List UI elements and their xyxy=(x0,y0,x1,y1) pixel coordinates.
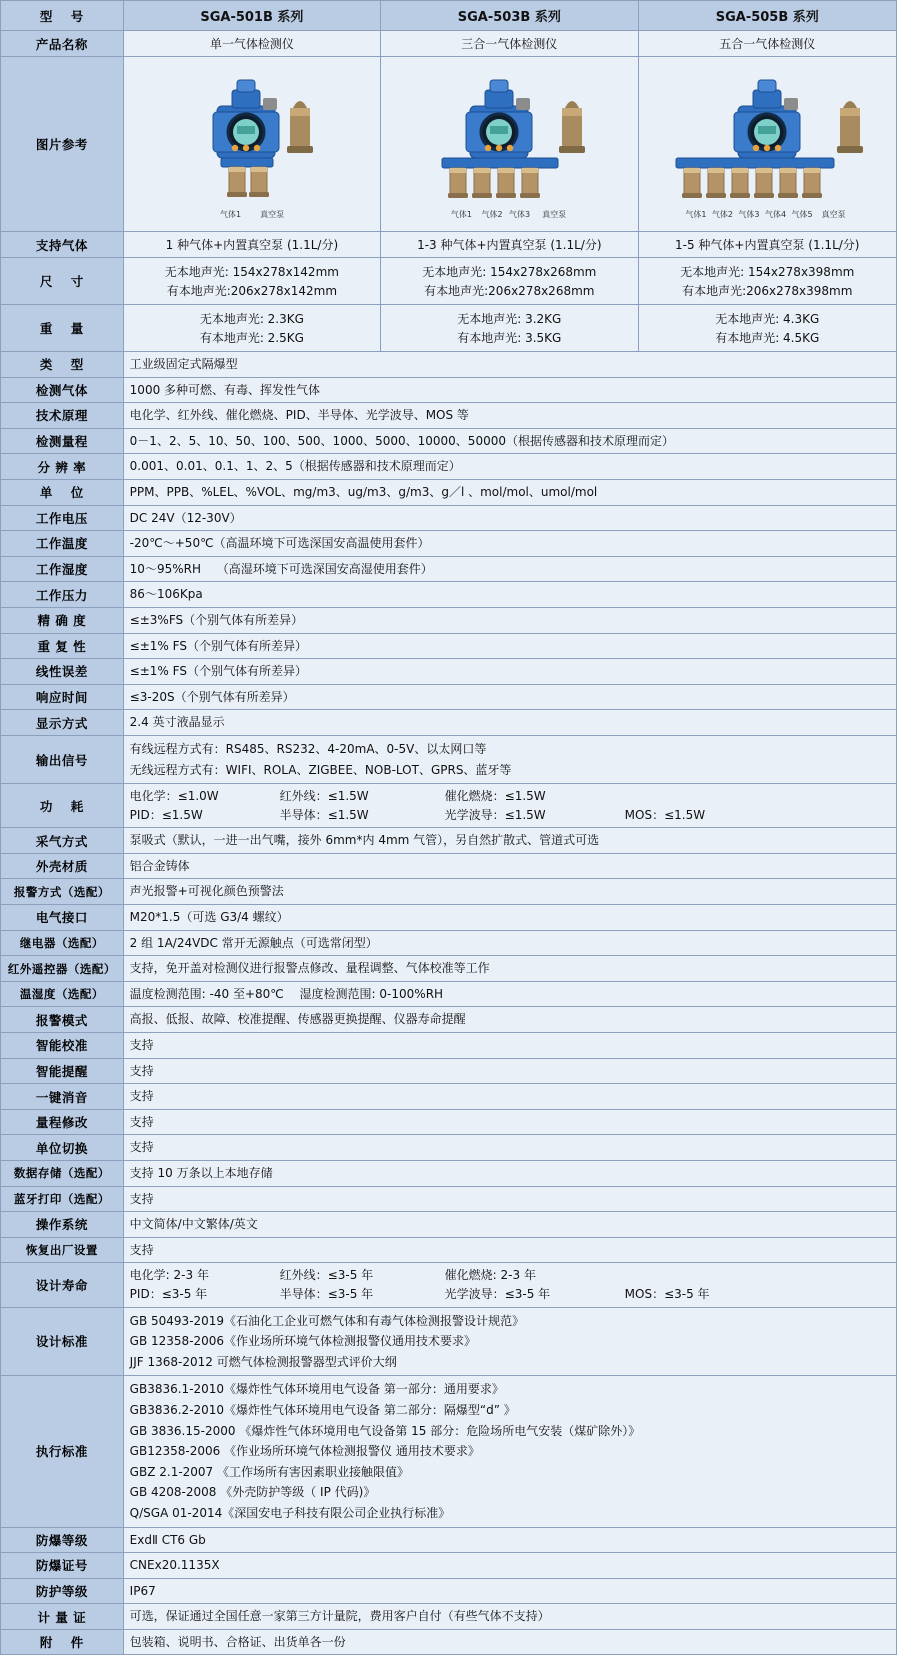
device-image-505b xyxy=(638,57,896,232)
power-electrochemical: 电化学：≤1.0W xyxy=(129,789,219,804)
gas-labels-5 xyxy=(650,209,885,220)
row-value-type: 工业级固定式隔爆型 xyxy=(123,352,896,378)
life-electrochemical: 电化学: 2-3 年 xyxy=(129,1268,209,1283)
row-label-repeatability: 重 复 性 xyxy=(1,633,124,659)
row-value-os: 中文简体/中文繁体/英文 xyxy=(123,1212,896,1238)
table-row-alarm-mode xyxy=(1,1007,897,1033)
row-label-alarm-mode: 报警模式 xyxy=(1,1007,124,1033)
table-row-sampling xyxy=(1,828,897,854)
row-value-power xyxy=(123,784,896,828)
table-row-temp-humidity xyxy=(1,981,897,1007)
table-row-ex-cert xyxy=(1,1553,897,1579)
gas-label: 气体1 xyxy=(685,210,707,219)
row-value-design-life xyxy=(123,1263,896,1307)
row-label-detect-gas: 检测气体 xyxy=(1,377,124,403)
row-value-work-humidity: 10～95%RH （高湿环境下可选深国安高湿使用套件） xyxy=(123,556,896,582)
power-optical: 光学波导：≤1.5W xyxy=(444,807,546,822)
table-row-one-key-mute xyxy=(1,1084,897,1110)
table-row-support-gas xyxy=(1,232,897,258)
row-value-accuracy: ≤±3%FS（个别气体有所差异） xyxy=(123,607,896,633)
table-row-type xyxy=(1,352,897,378)
life-semiconductor: 半导体：≤3-5 年 xyxy=(279,1286,374,1301)
product-name-503b: 三合一气体检测仪 xyxy=(381,31,638,57)
row-value-factory-reset: 支持 xyxy=(123,1237,896,1263)
gas-label: 气体3 xyxy=(738,210,760,219)
design-standard-item: GB 50493-2019《石油化工企业可燃气体和有毒气体检测报警设计规范》 xyxy=(129,1313,525,1328)
table-row-smart-reminder xyxy=(1,1058,897,1084)
row-value-ip-grade: IP67 xyxy=(123,1578,896,1604)
table-row-factory-reset xyxy=(1,1237,897,1263)
row-value-display: 2.4 英寸液晶显示 xyxy=(123,710,896,736)
row-value-voltage: DC 24V（12-30V） xyxy=(123,505,896,531)
table-row-exec-standard xyxy=(1,1376,897,1527)
product-name-505b: 五合一气体检测仪 xyxy=(638,31,896,57)
row-value-repeatability: ≤±1% FS（个别气体有所差异） xyxy=(123,633,896,659)
table-row-os xyxy=(1,1212,897,1238)
gas-label: 气体5 xyxy=(791,210,813,219)
design-life-line-2 xyxy=(130,1285,890,1304)
gas-labels-3 xyxy=(412,209,607,220)
table-row-power xyxy=(1,784,897,828)
life-catalytic: 催化燃烧: 2-3 年 xyxy=(444,1268,536,1283)
support-gas-501b: 1 种气体+内置真空泵 (1.1L/分) xyxy=(123,232,380,258)
row-label-type: 类 型 xyxy=(1,352,124,378)
row-label-os: 操作系统 xyxy=(1,1212,124,1238)
table-row-unit xyxy=(1,479,897,505)
size-with-alarm: 有本地声光:206x278x268mm xyxy=(424,284,595,298)
row-label-unit: 单 位 xyxy=(1,479,124,505)
life-optical: 光学波导：≤3-5 年 xyxy=(444,1286,551,1301)
power-catalytic: 催化燃烧：≤1.5W xyxy=(444,789,546,804)
table-row-relay xyxy=(1,930,897,956)
size-no-alarm: 无本地声光: 154x278x142mm xyxy=(164,265,339,279)
table-row-design-standard xyxy=(1,1307,897,1376)
table-row-electric-port xyxy=(1,905,897,931)
power-semiconductor: 半导体：≤1.5W xyxy=(279,807,369,822)
size-with-alarm: 有本地声光:206x278x142mm xyxy=(166,284,338,298)
row-value-work-temp: -20℃～+50℃（高温环境下可选深国安高温使用套件） xyxy=(123,531,896,557)
row-value-relay: 2 组 1A/24VDC 常开无源触点（可选常闭型） xyxy=(123,930,896,956)
row-label-temp-humidity: 温湿度（选配） xyxy=(1,981,124,1007)
output-wireless: 无线远程方式有：WIFI、ROLA、ZIGBEE、NOB-LOT、GPRS、蓝牙等 xyxy=(129,762,512,777)
table-row-accuracy xyxy=(1,607,897,633)
row-value-alarm-mode: 高报、低报、故障、校准提醒、传感器更换提醒、仪器寿命提醒 xyxy=(123,1007,896,1033)
row-label-range: 检测量程 xyxy=(1,428,124,454)
power-mos: MOS：≤1.5W xyxy=(624,807,706,822)
design-standard-item: GB 12358-2006《作业场所环境气体检测报警仪通用技术要求》 xyxy=(129,1334,477,1349)
weight-no-alarm: 无本地声光: 4.3KG xyxy=(715,312,820,326)
row-value-tech-principle: 电化学、红外线、催化燃烧、PID、半导体、光学波导、MOS 等 xyxy=(123,403,896,429)
row-value-resolution: 0.001、0.01、0.1、1、2、5（根据传感器和技术原理而定） xyxy=(123,454,896,480)
row-label-power: 功 耗 xyxy=(1,784,124,828)
exec-standard-item: GB 4208-2008 《外壳防护等级（ IP 代码)》 xyxy=(129,1485,376,1500)
row-label-one-key-mute: 一键消音 xyxy=(1,1084,124,1110)
size-with-alarm: 有本地声光:206x278x398mm xyxy=(682,284,853,298)
table-row-tech-principle xyxy=(1,403,897,429)
detector-drawing-5 xyxy=(650,68,885,208)
row-label-model: 型 号 xyxy=(1,1,124,31)
size-no-alarm: 无本地声光: 154x278x268mm xyxy=(422,265,597,279)
table-row-work-temp xyxy=(1,531,897,557)
row-value-smart-calibration: 支持 xyxy=(123,1033,896,1059)
row-label-output: 输出信号 xyxy=(1,735,124,783)
row-value-alarm-way: 声光报警+可视化颜色预警法 xyxy=(123,879,896,905)
exec-standard-item: GBZ 2.1-2007 《工作场所有害因素职业接触限值》 xyxy=(129,1464,410,1479)
row-label-smart-calibration: 智能校准 xyxy=(1,1033,124,1059)
row-label-data-storage: 数据存储（选配） xyxy=(1,1161,124,1187)
table-row-accessories xyxy=(1,1629,897,1655)
exec-standard-item: GB 3836.15-2000 《爆炸性气体环境用电气设备第 15 部分：危险场所电气安装（煤矿除外）》 xyxy=(129,1423,641,1438)
row-label-sampling: 采气方式 xyxy=(1,828,124,854)
table-row-work-pressure xyxy=(1,582,897,608)
exec-standard-item: Q/SGA 01-2014《深国安电子科技有限公司企业执行标准》 xyxy=(129,1505,451,1520)
row-label-alarm-way: 报警方式（选配） xyxy=(1,879,124,905)
gas-label: 气体4 xyxy=(764,210,787,219)
table-row-weight xyxy=(1,305,897,352)
gas-label: 真空泵 xyxy=(821,210,846,219)
table-row-ip-grade xyxy=(1,1578,897,1604)
row-label-ip-grade: 防护等级 xyxy=(1,1578,124,1604)
row-value-accessories: 包装箱、说明书、合格证、出货单各一份 xyxy=(123,1629,896,1655)
row-label-design-standard: 设计标准 xyxy=(1,1307,124,1376)
table-row-display xyxy=(1,710,897,736)
support-gas-505b: 1-5 种气体+内置真空泵 (1.1L/分) xyxy=(638,232,896,258)
row-value-ex-grade: ExdⅡ CT6 Gb xyxy=(123,1527,896,1553)
exec-standard-item: GB12358-2006 《作业场所环境气体检测报警仪 通用技术要求》 xyxy=(129,1444,480,1459)
row-label-accessories: 附 件 xyxy=(1,1629,124,1655)
row-label-electric-port: 电气接口 xyxy=(1,905,124,931)
table-row-smart-calibration xyxy=(1,1033,897,1059)
table-row-range-modify xyxy=(1,1109,897,1135)
row-label-ex-grade: 防爆等级 xyxy=(1,1527,124,1553)
row-value-sampling: 泵吸式（默认，一进一出气嘴，接外 6mm*内 4mm 气管），另自然扩散式、管道式可选 xyxy=(123,828,896,854)
row-label-voltage: 工作电压 xyxy=(1,505,124,531)
table-row-unit-switch xyxy=(1,1135,897,1161)
row-label-exec-standard: 执行标准 xyxy=(1,1376,124,1527)
row-label-ex-cert: 防爆证号 xyxy=(1,1553,124,1579)
exec-standard-item: GB3836.2-2010《爆炸性气体环境用电气设备 第二部分：隔爆型“d” 》 xyxy=(129,1402,516,1417)
size-501b xyxy=(123,258,380,305)
support-gas-503b: 1-3 种气体+内置真空泵 (1.1L/分) xyxy=(381,232,638,258)
row-label-relay: 继电器（选配） xyxy=(1,930,124,956)
weight-with-alarm: 有本地声光: 3.5KG xyxy=(457,331,562,345)
gas-label: 真空泵 xyxy=(542,210,567,219)
row-label-image-ref: 图片参考 xyxy=(1,57,124,232)
gas-label: 气体2 xyxy=(481,210,503,219)
design-standard-item: JJF 1368-2012 可燃气体检测报警器型式评价大纲 xyxy=(129,1354,397,1369)
row-value-smart-reminder: 支持 xyxy=(123,1058,896,1084)
life-pid: PID：≤3-5 年 xyxy=(129,1286,208,1301)
row-value-exec-standard xyxy=(123,1376,896,1527)
gas-label: 气体3 xyxy=(509,210,531,219)
table-row-remote xyxy=(1,956,897,982)
weight-with-alarm: 有本地声光: 4.5KG xyxy=(715,331,820,345)
row-label-resolution: 分 辨 率 xyxy=(1,454,124,480)
table-row-image-ref xyxy=(1,57,897,232)
row-label-remote: 红外遥控器（选配） xyxy=(1,956,124,982)
row-label-linearity: 线性误差 xyxy=(1,659,124,685)
weight-505b xyxy=(638,305,896,352)
output-wired: 有线远程方式有：RS485、RS232、4-20mA、0-5V、以太网口等 xyxy=(129,741,487,756)
row-label-unit-switch: 单位切换 xyxy=(1,1135,124,1161)
row-label-factory-reset: 恢复出厂设置 xyxy=(1,1237,124,1263)
row-label-support-gas: 支持气体 xyxy=(1,232,124,258)
row-label-product-name: 产品名称 xyxy=(1,31,124,57)
row-value-data-storage: 支持 10 万条以上本地存储 xyxy=(123,1161,896,1187)
weight-with-alarm: 有本地声光: 2.5KG xyxy=(199,331,304,345)
device-illustration-1 xyxy=(177,68,327,220)
life-infrared: 红外线：≤3-5 年 xyxy=(279,1268,374,1283)
device-image-503b xyxy=(381,57,638,232)
weight-503b xyxy=(381,305,638,352)
table-row-voltage xyxy=(1,505,897,531)
row-value-design-standard xyxy=(123,1307,896,1376)
gas-label: 气体2 xyxy=(711,210,733,219)
row-value-metrology: 可选，保证通过全国任意一家第三方计量院，费用客户自付（有些气体不支持） xyxy=(123,1604,896,1630)
table-row-repeatability xyxy=(1,633,897,659)
row-label-metrology: 计 量 证 xyxy=(1,1604,124,1630)
model-505b: SGA-505B 系列 xyxy=(638,1,896,31)
row-value-remote: 支持，免开盖对检测仪进行报警点修改、量程调整、气体校准等工作 xyxy=(123,956,896,982)
row-label-design-life: 设计寿命 xyxy=(1,1263,124,1307)
row-label-range-modify: 量程修改 xyxy=(1,1109,124,1135)
row-value-temp-humidity: 温度检测范围: -40 至+80℃ 湿度检测范围: 0-100%RH xyxy=(123,981,896,1007)
table-row-metrology xyxy=(1,1604,897,1630)
power-line-1 xyxy=(130,787,890,806)
row-label-housing: 外壳材质 xyxy=(1,853,124,879)
table-row-range xyxy=(1,428,897,454)
table-row-detect-gas xyxy=(1,377,897,403)
table-row-response-time xyxy=(1,684,897,710)
power-pid: PID：≤1.5W xyxy=(129,807,203,822)
device-image-501b xyxy=(123,57,380,232)
row-value-one-key-mute: 支持 xyxy=(123,1084,896,1110)
row-value-range-modify: 支持 xyxy=(123,1109,896,1135)
weight-no-alarm: 无本地声光: 3.2KG xyxy=(457,312,562,326)
gas-label: 真空泵 xyxy=(260,210,285,219)
table-row-product-name xyxy=(1,31,897,57)
row-value-housing: 铝合金铸体 xyxy=(123,853,896,879)
row-value-bluetooth-print: 支持 xyxy=(123,1186,896,1212)
size-no-alarm: 无本地声光: 154x278x398mm xyxy=(680,265,855,279)
row-label-size: 尺 寸 xyxy=(1,258,124,305)
product-name-501b: 单一气体检测仪 xyxy=(123,31,380,57)
gas-label: 气体1 xyxy=(220,210,242,219)
detector-drawing-3 xyxy=(412,68,607,208)
size-503b xyxy=(381,258,638,305)
row-value-ex-cert: CNEx20.1135X xyxy=(123,1553,896,1579)
row-label-smart-reminder: 智能提醒 xyxy=(1,1058,124,1084)
row-value-output xyxy=(123,735,896,783)
design-life-line-1 xyxy=(130,1266,890,1285)
table-row-data-storage xyxy=(1,1161,897,1187)
power-line-2 xyxy=(130,806,890,825)
row-label-accuracy: 精 确 度 xyxy=(1,607,124,633)
table-row-linearity xyxy=(1,659,897,685)
row-label-weight: 重 量 xyxy=(1,305,124,352)
row-label-work-humidity: 工作湿度 xyxy=(1,556,124,582)
table-row-model xyxy=(1,1,897,31)
exec-standard-item: GB3836.1-2010《爆炸性气体环境用电气设备 第一部分：通用要求》 xyxy=(129,1382,504,1397)
weight-501b xyxy=(123,305,380,352)
gas-labels-1 xyxy=(177,209,327,220)
detector-drawing-1 xyxy=(177,68,327,208)
power-infrared: 红外线：≤1.5W xyxy=(279,789,369,804)
row-value-unit-switch: 支持 xyxy=(123,1135,896,1161)
row-label-work-temp: 工作温度 xyxy=(1,531,124,557)
weight-no-alarm: 无本地声光: 2.3KG xyxy=(199,312,304,326)
device-illustration-3 xyxy=(412,68,607,220)
row-label-display: 显示方式 xyxy=(1,710,124,736)
row-label-tech-principle: 技术原理 xyxy=(1,403,124,429)
row-value-unit: PPM、PPB、%LEL、%VOL、mg/m3、ug/m3、g/m3、g／l 、mol/mol、umol/mol xyxy=(123,479,896,505)
life-mos: MOS：≤3-5 年 xyxy=(624,1286,710,1301)
row-label-response-time: 响应时间 xyxy=(1,684,124,710)
table-row-resolution xyxy=(1,454,897,480)
row-value-range: 0－1、2、5、10、50、100、500、1000、5000、10000、50000（根据传感器和技术原理而定） xyxy=(123,428,896,454)
table-row-output xyxy=(1,735,897,783)
row-value-detect-gas: 1000 多种可燃、有毒、挥发性气体 xyxy=(123,377,896,403)
model-501b: SGA-501B 系列 xyxy=(123,1,380,31)
gas-label: 气体1 xyxy=(450,210,473,219)
size-505b xyxy=(638,258,896,305)
device-illustration-5 xyxy=(650,68,885,220)
row-value-linearity: ≤±1% FS（个别气体有所差异） xyxy=(123,659,896,685)
table-row-size xyxy=(1,258,897,305)
table-row-design-life xyxy=(1,1263,897,1307)
table-row-housing xyxy=(1,853,897,879)
table-row-work-humidity xyxy=(1,556,897,582)
table-row-bluetooth-print xyxy=(1,1186,897,1212)
row-value-work-pressure: 86～106Kpa xyxy=(123,582,896,608)
model-503b: SGA-503B 系列 xyxy=(381,1,638,31)
row-value-response-time: ≤3-20S（个别气体有所差异） xyxy=(123,684,896,710)
row-value-electric-port: M20*1.5（可选 G3/4 螺纹） xyxy=(123,905,896,931)
table-row-alarm-way xyxy=(1,879,897,905)
row-label-bluetooth-print: 蓝牙打印（选配） xyxy=(1,1186,124,1212)
table-row-ex-grade xyxy=(1,1527,897,1553)
row-label-work-pressure: 工作压力 xyxy=(1,582,124,608)
